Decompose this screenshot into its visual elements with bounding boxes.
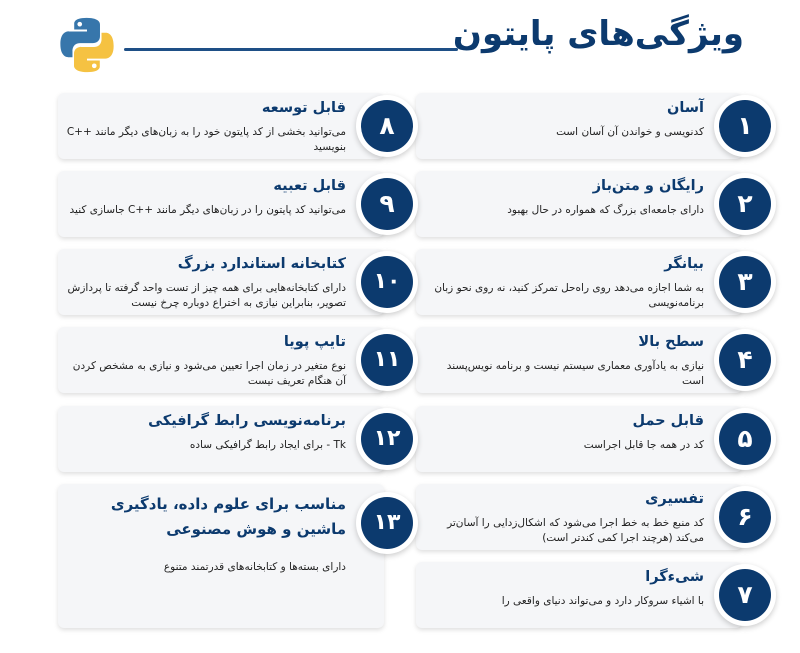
feature-number: ۶: [719, 491, 771, 543]
page-title: ویژگی‌های پایتون: [452, 14, 744, 54]
feature-number: ۲: [719, 178, 771, 230]
feature-number: ۱: [719, 100, 771, 152]
feature-card-7: [416, 562, 753, 628]
feature-title: تایپ پویا: [283, 334, 346, 350]
feature-card-5: [416, 406, 753, 472]
feature-card-12: [58, 406, 401, 472]
feature-card-11: [58, 327, 401, 393]
feature-number-badge: [356, 329, 418, 391]
feature-number: ۸: [361, 100, 413, 152]
feature-desc: دارای بسته‌ها و کتابخانه‌های قدرتمند متنوع: [163, 561, 346, 573]
feature-title: قابل حمل: [632, 413, 704, 429]
feature-title: سطح بالا: [638, 334, 704, 350]
feature-desc: دارای کتابخانه‌هایی برای همه چیز از تست واحد گرفته تا پردازش تصویر، بنابراین نیازی به اختراع دوباره چرخ نیست: [67, 282, 346, 309]
feature-number-badge: [356, 95, 418, 157]
feature-number: ۵: [719, 413, 771, 465]
feature-desc: با اشیاء سروکار دارد و می‌تواند دنیای واقعی را: [501, 595, 704, 607]
feature-number: ۷: [719, 569, 771, 621]
feature-number-badge: [714, 486, 776, 548]
feature-number-badge: [714, 408, 776, 470]
feature-number: ۱۳: [361, 497, 413, 549]
feature-title: قابل توسعه: [261, 100, 346, 116]
feature-number: ۳: [719, 256, 771, 308]
feature-card-4: [416, 327, 753, 393]
feature-desc: نیازی به یادآوری معماری سیستم نیست و برنامه نویس‌پسند است: [446, 360, 704, 387]
feature-title: کتابخانه استاندارد بزرگ: [177, 256, 346, 272]
feature-number: ۱۱: [361, 334, 413, 386]
feature-desc: به شما اجازه می‌دهد روی راه‌حل تمرکز کنید، نه روی نحو زبان برنامه‌نویسی: [434, 282, 704, 309]
feature-number-badge: [356, 492, 418, 554]
feature-card-3: [416, 249, 753, 315]
feature-number: ۴: [719, 334, 771, 386]
feature-card-8: [58, 93, 395, 159]
feature-number-badge: [356, 173, 418, 235]
feature-desc: کد منبع خط به خط اجرا می‌شود که اشکال‌زدایی را آسان‌تر می‌کند (هرچند اجرا کمی کندتر است): [447, 517, 704, 544]
feature-desc: می‌توانید بخشی از کد پایتون خود را به زبان‌های دیگر مانند ++C بنویسید: [66, 126, 346, 153]
feature-number-badge: [356, 251, 418, 313]
feature-number-badge: [714, 564, 776, 626]
feature-title: برنامه‌نویسی رابط گرافیکی: [148, 413, 346, 429]
feature-title: آسان: [666, 100, 704, 116]
feature-desc: دارای جامعه‌ای بزرگ که همواره در حال بهبود: [507, 204, 704, 216]
feature-title: قابل تعبیه: [273, 178, 346, 194]
feature-number-badge: [714, 173, 776, 235]
feature-title: بیانگر: [664, 256, 704, 272]
feature-number-badge: [714, 95, 776, 157]
feature-number: ۹: [361, 178, 413, 230]
feature-desc: Tk - برای ایجاد رابط گرافیکی ساده: [189, 439, 346, 451]
feature-desc: نوع متغیر در زمان اجرا تعیین می‌شود و نیازی به مشخص کردن آن هنگام تعریف نیست: [72, 360, 346, 387]
feature-desc: کد در همه جا قابل اجراست: [583, 439, 704, 451]
feature-card-1: [416, 93, 753, 159]
feature-number: ۱۰: [361, 256, 413, 308]
feature-card-10: [58, 249, 401, 315]
feature-number-badge: [714, 329, 776, 391]
feature-number-badge: [356, 408, 418, 470]
feature-desc: کدنویسی و خواندن آن آسان است: [556, 126, 704, 138]
feature-title: تفسیری: [645, 491, 704, 507]
feature-card-2: [416, 171, 753, 237]
feature-number-badge: [714, 251, 776, 313]
python-logo-icon: [56, 14, 118, 76]
feature-desc: می‌توانید کد پایتون را در زبان‌های دیگر مانند ++C جاسازی کنید: [69, 204, 346, 216]
feature-title: مناسب برای علوم داده، یادگیری ماشین و هوش مصنوعی: [110, 495, 346, 538]
page-header: [0, 0, 800, 84]
feature-number: ۱۲: [361, 413, 413, 465]
title-divider: [124, 48, 458, 51]
feature-card-9: [58, 171, 395, 237]
feature-title: رایگان و متن‌باز: [592, 178, 704, 194]
feature-title: شیءگرا: [645, 569, 704, 585]
feature-card-6: [416, 484, 753, 550]
feature-card-13: [58, 484, 401, 628]
